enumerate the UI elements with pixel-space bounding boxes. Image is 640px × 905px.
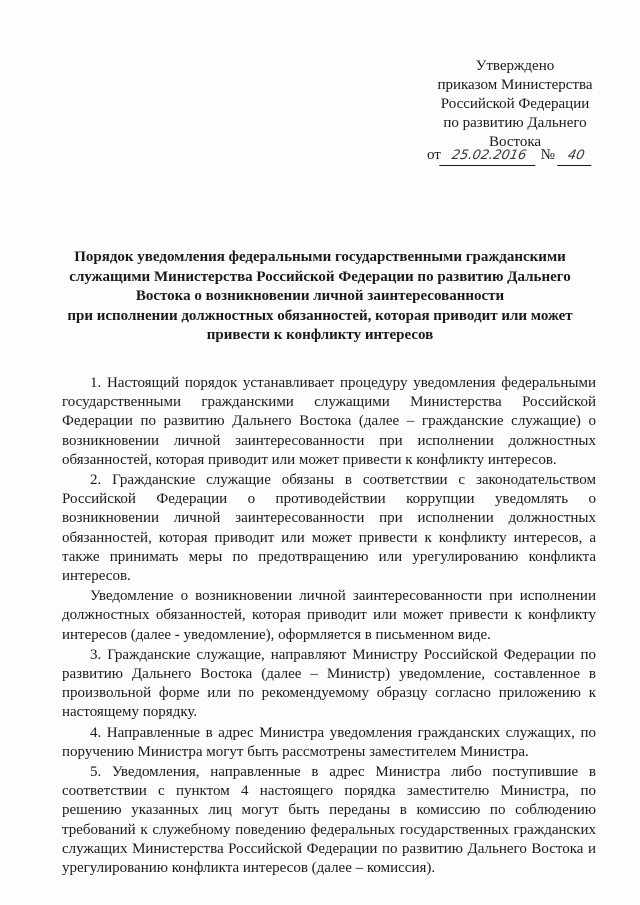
approval-line: Российской Федерации: [440, 96, 590, 112]
document-title: [60, 248, 580, 346]
approval-line: приказом Министерства: [437, 77, 593, 93]
approval-stamp: [420, 57, 610, 152]
number-prefix: №: [540, 147, 555, 163]
approval-date-line: [427, 146, 607, 166]
paragraph-2: 2. Гражданские служащие обязаны в соответствии с законодательством Российской Федерации о противодействии коррупции уведомлять о возникновении личной заинтересованности при исполнении должностных обязанностей, которая приводит или может привести к конфликту интересов, а также принимать меры по предотвращению или урегулированию конфликта интересов.: [62, 472, 596, 585]
title-line: Порядок уведомления федеральными государственными гражданскими: [74, 249, 566, 265]
title-line: Востока о возникновении личной заинтересованности: [135, 288, 505, 304]
handwritten-date: 25.02.2016: [439, 146, 539, 166]
date-prefix: от: [427, 147, 441, 163]
document-body: [62, 374, 596, 879]
paragraph-4: 4. Направленные в адрес Министра уведомления гражданских служащих, по поручению Министра могут быть рассмотрены заместителем Министра.: [62, 724, 596, 760]
title-line: привести к конфликту интересов: [206, 327, 434, 343]
title-line: при исполнении должностных обязанностей, которая приводит или может: [67, 307, 573, 324]
handwritten-number: 40: [557, 146, 595, 166]
paragraph-1: 1. Настоящий порядок устанавливает процедуру уведомления федеральными государственными гражданскими служащими Министерства Российской Федерации по развитию Дальнего Востока (далее – гражданские служащие) о возникновении личной заинтересованности при исполнении должностных обязанностей, которая приводит или может привести к конфликту интересов.: [62, 375, 596, 468]
paragraph-3: 3. Гражданские служащие, направляют Министру Российской Федерации по развитию Дальнего Востока (далее – Министр) уведомление, составленное в произвольной форме или по рекомендуемому образцу согласно приложению к настоящему порядку.: [62, 646, 596, 721]
approval-line: Востока: [488, 134, 542, 150]
paragraph-5: 5. Уведомления, направленные в адрес Министра либо поступившие в соответствии с пунктом 4 настоящего порядка заместителю Министра, по решению указанных лиц могут быть переданы в комиссию по соблюдению требований к служебному поведению федеральных государственных гражданских служащих Министерства Российской Федерации по развитию Дальнего Востока и урегулированию конфликта интересов (далее – комиссия).: [62, 764, 596, 877]
title-line: служащими Министерства Российской Федерации по развитию Дальнего: [69, 268, 571, 285]
paragraph-notification: Уведомление о возникновении личной заинтересованности при исполнении должностных обязанностей, которая приводит или может привести к конфликту интересов (далее - уведомление), оформляется в письменном виде.: [62, 588, 596, 643]
approval-line: по развитию Дальнего: [443, 115, 587, 131]
approval-line: Утверждено: [475, 58, 555, 74]
